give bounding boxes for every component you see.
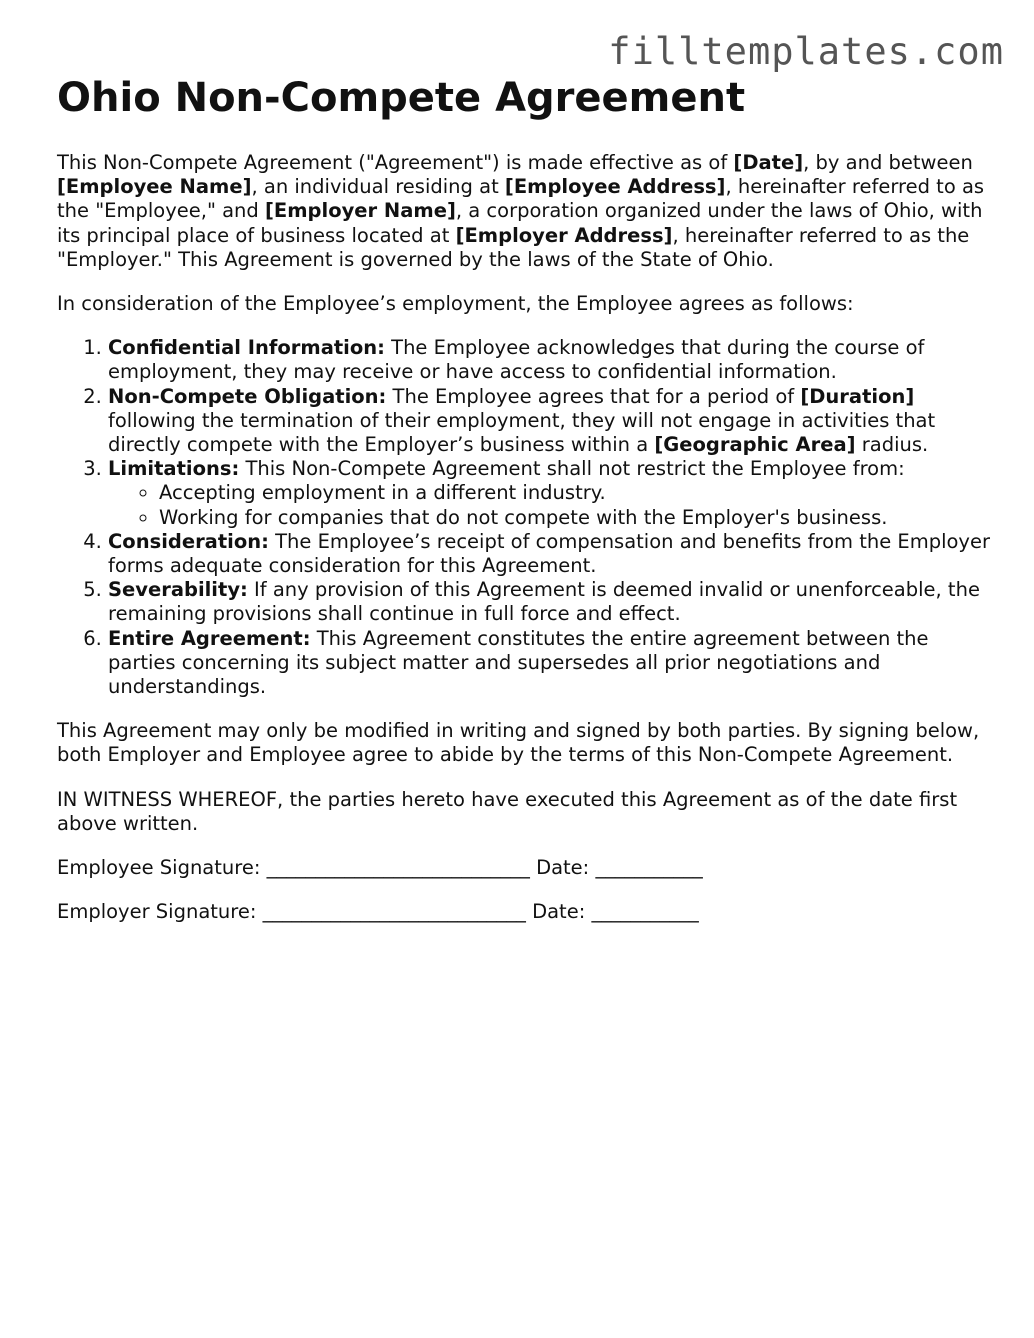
clause-entire-agreement: 6. Entire Agreement: This Agreement constitutes the entire agreement between the parties concerning its subject matter and supersedes all prior negotiations and understandings. [108, 627, 992, 700]
clause-non-compete-obligation: 2. Non-Compete Obligation: The Employee agrees that for a period of [Duration] following the termination of their employment, they will not engage in activities that directly compete with the Employer’s business within a [Geographic Area] radius. [108, 385, 992, 458]
duration-placeholder: [Duration] [800, 384, 915, 408]
watermark: filltemplates.com [608, 30, 1004, 73]
employer-address-placeholder: [Employer Address] [455, 223, 673, 247]
clause-severability: 5. Severability: If any provision of this Agreement is deemed invalid or unenforceable, the remaining provisions shall continue in full force and effect. [108, 578, 992, 626]
geographic-area-placeholder: [Geographic Area] [654, 433, 856, 457]
employer-name-placeholder: [Employer Name] [265, 199, 456, 223]
list-item: ◦ Accepting employment in a different industry. [159, 481, 992, 505]
employee-address-placeholder: [Employee Address] [504, 175, 726, 199]
limitations-sublist [108, 481, 992, 529]
list-item: ◦ Working for companies that do not compete with the Employer's business. [159, 506, 992, 530]
employee-signature-line: Employee Signature: ___________________________ Date: ___________ [57, 856, 703, 880]
employee-name-placeholder: [Employee Name] [57, 175, 252, 199]
date-placeholder: [Date] [733, 151, 804, 174]
clause-consideration: 4. Consideration: The Employee’s receipt of compensation and benefits from the Employer forms adequate consideration for this Agreement. [108, 530, 992, 578]
clause-confidential-information: 1. Confidential Information: The Employee acknowledges that during the course of employment, they may receive or have access to confidential information. [108, 336, 992, 384]
clause-list [57, 336, 992, 699]
employer-signature-line: Employer Signature: ___________________________ Date: ___________ [57, 900, 699, 924]
clause-limitations: 3. Limitations: This Non-Compete Agreement shall not restrict the Employee from: ◦ Accepting employment in a different industry. ◦ Working for companies that do not compete with the Employer's business. [108, 457, 992, 530]
modification-paragraph: This Agreement may only be modified in writing and signed by both parties. By signing below, both Employer and Employee agree to abide by the terms of this Non-Compete Agreement. [57, 719, 980, 767]
document-page [57, 72, 992, 944]
page-title: Ohio Non-Compete Agreement [57, 75, 746, 121]
consideration-intro: In consideration of the Employee’s employment, the Employee agrees as follows: [57, 292, 854, 316]
intro-paragraph: This Non-Compete Agreement ("Agreement") is made effective as of [Date], by and between [Employee Name], an individual residing at [Employee Address], hereinafter referred to as the "Employee," and [Employer Name], a corporation organized under the laws of Ohio, with its principal place of business located at [Employer Address], hereinafter referred to as the "Employer." This Agreement is governed by the laws of the State of Ohio. [57, 151, 985, 271]
witness-paragraph: IN WITNESS WHEREOF, the parties hereto have executed this Agreement as of the date first above written. [57, 787, 958, 835]
